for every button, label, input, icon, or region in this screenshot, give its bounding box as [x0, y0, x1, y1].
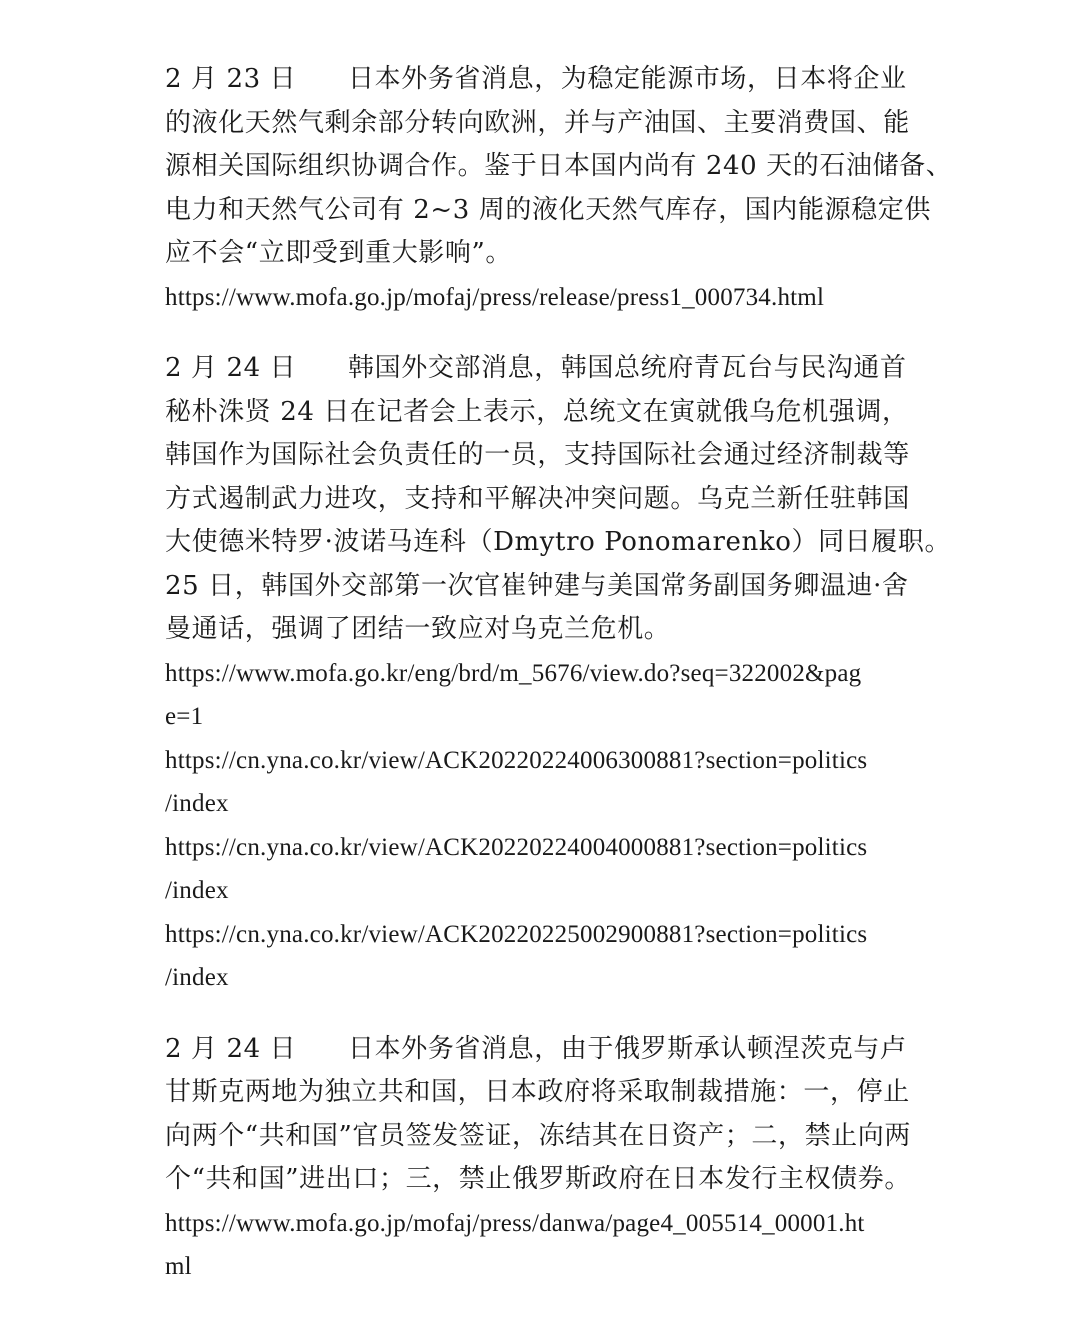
entry-text-line: 甘斯克两地为独立共和国，日本政府将采取制裁措施：一，停止 [165, 1077, 910, 1107]
entry-text-line: 日本外务省消息，为稳定能源市场，日本将企业 [348, 64, 907, 94]
entry-date: 2 月 24 日 [165, 1033, 297, 1064]
entry-text-line: 方式遏制武力进攻，支持和平解决冲突问题。乌克兰新任驻韩国 [165, 483, 910, 514]
entry-text-line: 韩国外交部消息，韩国总统府青瓦台与民沟通首 [348, 353, 907, 383]
source-url: ml [165, 1253, 192, 1280]
entry-first-line [165, 347, 925, 391]
source-url: https://www.mofa.go.jp/mofaj/press/danwa/page4_005514_00001.ht [165, 1209, 865, 1237]
entry-text-line: 大使德米特罗·波诺马连科（Dmytro Ponomarenko）同日履职。 [165, 527, 952, 557]
source-url: e=1 [165, 703, 204, 730]
source-url: https://cn.yna.co.kr/view/ACK20220224004000881?section=politics [165, 833, 868, 861]
entry-date: 2 月 23 日 [165, 64, 297, 94]
entry-date: 2 月 24 日 [165, 353, 297, 383]
entry-text-line: 的液化天然气剩余部分转向欧洲，并与产油国、主要消费国、能 [165, 107, 910, 138]
news-entry [165, 58, 953, 319]
entry-text-line: 个“共和国”进出口；三，禁止俄罗斯政府在日本发行主权债券。 [165, 1164, 911, 1194]
source-url: /index [165, 964, 229, 991]
document-page [165, 58, 953, 1317]
entry-text-line: 25 日，韩国外交部第一次官崔钟建与美国常务副国务卿温迪·舍 [165, 570, 909, 601]
news-entry [165, 1028, 925, 1289]
entry-text-line: 源相关国际组织协调合作。鉴于日本国内尚有 240 天的石油储备、 [165, 151, 953, 181]
source-url: https://cn.yna.co.kr/view/ACK20220225002900881?section=politics [165, 920, 868, 948]
entry-text-line: 曼通话，强调了团结一致应对乌克兰危机。 [165, 614, 671, 644]
entry-text-line: 韩国作为国际社会负责任的一员，支持国际社会通过经济制裁等 [165, 440, 910, 470]
entry-text-line: 电力和天然气公司有 2~3 周的液化天然气库存，国内能源稳定供 [165, 194, 931, 225]
source-url: /index [165, 877, 229, 904]
entry-first-line [165, 58, 925, 102]
source-url: https://cn.yna.co.kr/view/ACK20220224006300881?section=politics [165, 746, 868, 774]
source-url: https://www.mofa.go.kr/eng/brd/m_5676/view.do?seq=322002&pag [165, 659, 862, 687]
entry-text-line: 应不会“立即受到重大影响”。 [165, 238, 512, 268]
source-url: /index [165, 790, 229, 817]
entry-first-line [165, 1028, 925, 1072]
entry-text-line: 秘朴洙贤 24 日在记者会上表示，总统文在寅就俄乌危机强调， [165, 396, 909, 427]
entry-text-line: 日本外务省消息，由于俄罗斯承认顿涅茨克与卢 [348, 1033, 907, 1064]
entry-text-line: 向两个“共和国”官员签发签证，冻结其在日资产；二，禁止向两 [165, 1120, 911, 1151]
news-entry [165, 347, 952, 1000]
source-url: https://www.mofa.go.jp/mofaj/press/release/press1_000734.html [165, 283, 825, 311]
